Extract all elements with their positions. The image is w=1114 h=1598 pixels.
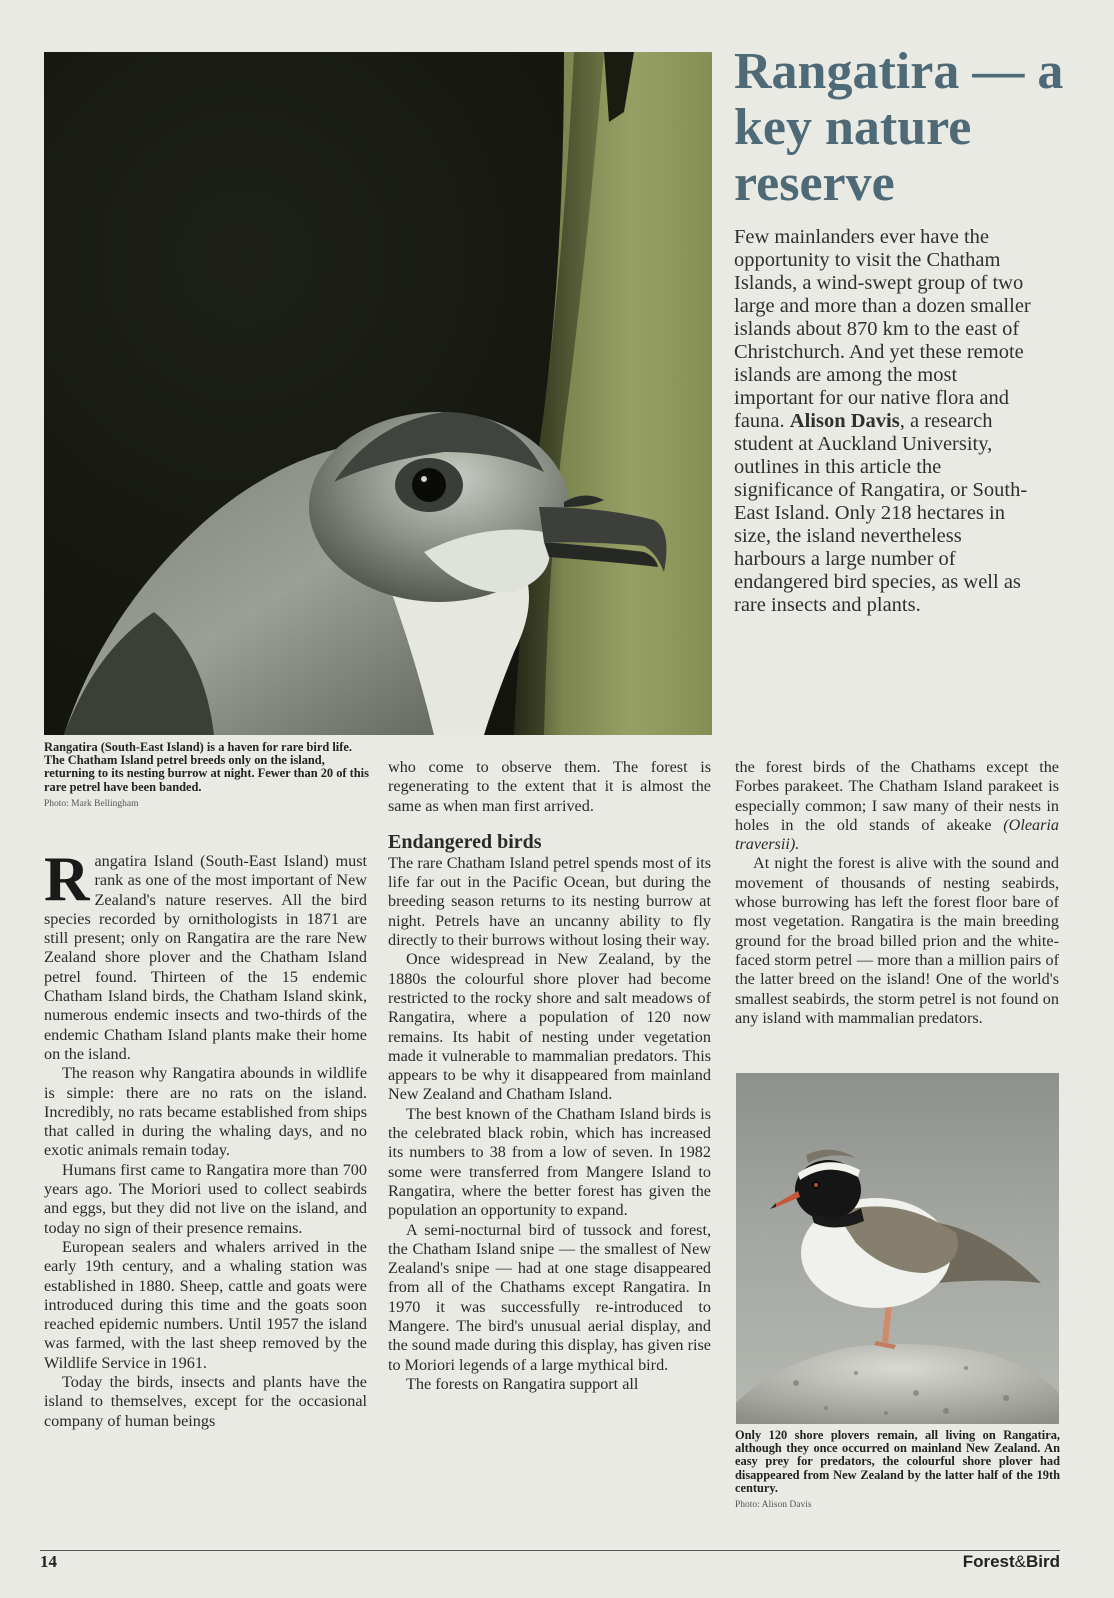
column-1: [44, 844, 367, 1431]
page-number: 14: [40, 1552, 57, 1571]
magazine-name-bird: Bird: [1026, 1552, 1060, 1571]
section-heading-endangered-birds: Endangered birds: [388, 830, 542, 853]
col2-paragraph-2: Once widespread in New Zealand, by the 1880s the colourful shore plover had become restricted to the rocky shore and salt meadows of Rangatira, where a population of 120 now remains. Its habit of nesting under vegetation made it vulnerable to mammalian predators. This appears to be why it disappeared from mainland New Zealand and Chatham Island.: [388, 950, 711, 1104]
magazine-name-amp: &: [1014, 1552, 1026, 1571]
col3-paragraph-0: [735, 758, 1059, 854]
species-name-italic: (Olearia traversii).: [735, 815, 1059, 854]
col1-p1-text: angatira Island (South-East Island) must rank as one of the most important of New Zealand's nature reserves. All the bird species recorded by ornithologists in 1871 are still present; only on Rangatira are the rare New Zealand shore plover and the Chatham Island petrel found. Thirteen of the 15 endemic Chatham Island birds, the Chatham Island skink, numerous endemic insects and two-thirds of the endemic Chatham Island plants make their home on the island.: [44, 852, 367, 1063]
col2-paragraph-3: The best known of the Chatham Island birds is the celebrated black robin, which has increased its numbers to 38 from a low of seven. In 1982 some were transferred from Mangere Island to Rangatira, where the better forest has given the population an opportunity to expand.: [388, 1104, 711, 1220]
petrel-caption-text: Rangatira (South-East Island) is a haven for rare bird life. The Chatham Island petrel breeds only on the island, returning to its nesting burrow at night. Fewer than 20 of this rare petrel have been banded.: [44, 740, 369, 794]
col2-paragraph-5: The forests on Rangatira support all: [406, 1374, 639, 1393]
col1-paragraph-5: Today the birds, insects and plants have the island to themselves, except for the occasional company of human beings: [44, 1373, 367, 1430]
article-intro: [734, 226, 1034, 617]
col1-paragraph-3: Humans first came to Rangatira more than 700 years ago. The Moriori used to collect seabirds and eggs, but they did not live on the island, and today no sign of their presence remains.: [44, 1160, 367, 1237]
shore-plover-illustration: [736, 1073, 1059, 1424]
col3-paragraph-1: At night the forest is alive with the sound and movement of thousands of nesting seabirds, whose burrowing has left the forest floor bare of most vegetation. Rangatira is the main breeding ground for the broad billed prion and the white-faced storm petrel — more than a million pairs of the latter breed on the island! One of the world's smallest seabirds, the storm petrel is not found on any island with mammalian predators.: [735, 854, 1059, 1027]
shore-plover-photo: [736, 1073, 1059, 1424]
col1-paragraph-1: [44, 844, 367, 1064]
col3-p0-text: the forest birds of the Chathams except the Forbes parakeet. The Chatham Island parakeet is especially common; I saw many of their nests in holes in the old stands of akeake: [735, 758, 1059, 834]
intro-rest: , a research student at Auckland University, outlines in this article the significance of Rangatira, or South-East Island. Only 218 hectares in size, the island nevertheless harbours a large number of endangered bird species, as well as rare insects and plants.: [734, 410, 1028, 616]
article-title: Rangatira — a key nature reserve: [734, 43, 1064, 212]
magazine-name-forest: Forest: [962, 1552, 1015, 1571]
col2-paragraph-1: The rare Chatham Island petrel spends most of its life far out in the Pacific Ocean, but during the breeding season returns to its nesting burrow at night. Petrels have an uncanny ability to fly directly to their burrows without losing their way.: [388, 853, 711, 950]
author-name: Alison Davis: [789, 410, 900, 432]
drop-cap: R: [44, 844, 90, 914]
column-2: [388, 758, 711, 1394]
magazine-name: [963, 1552, 1060, 1572]
petrel-photo-credit: Photo: Mark Bellingham: [44, 798, 139, 809]
petrel-illustration: [44, 52, 712, 735]
plover-photo-credit: Photo: Alison Davis: [735, 1500, 812, 1511]
col2-paragraph-4: A semi-nocturnal bird of tussock and forest, the Chatham Island snipe — the smallest of New Zealand's snipe — had at one stage disappeared from all of the Chathams except Rangatira. In 1970 it was successfully re-introduced to Mangere. The bird's unusual aerial display, and the sound made during this display, has given rise to Moriori legends of a large mythical bird.: [388, 1220, 711, 1374]
plover-caption: [735, 1429, 1060, 1512]
intro-text: Few mainlanders ever have the opportunity to visit the Chatham Islands, a wind-swept group of two large and more than a dozen smaller islands about 870 km to the east of Christchurch. And yet these remote islands are among the most important for our native flora and fauna.: [734, 226, 1031, 432]
footer-rule: [40, 1550, 1060, 1551]
petrel-caption: [44, 741, 369, 811]
petrel-photo: [44, 52, 712, 735]
col1-paragraph-4: European sealers and whalers arrived in the early 19th century, and a whaling station was established in 1880. Sheep, cattle and goats were introduced during this time and the goats soon reached epidemic numbers. Until 1957 the island was farmed, with the last sheep removed by the Wildlife Service in 1961.: [44, 1237, 367, 1372]
plover-caption-text: Only 120 shore plovers remain, all living on Rangatira, although they once occurred on mainland New Zealand. An easy prey for predators, the colourful shore plover had disappeared from New Zealand by the latter half of the 19th century.: [735, 1428, 1060, 1495]
col1-paragraph-2: The reason why Rangatira abounds in wildlife is simple: there are no rats on the island. Incredibly, no rats became established from ships that called in during the whaling days, and no exotic animals remain today.: [44, 1064, 367, 1160]
col2-paragraph-0: who come to observe them. The forest is regenerating to the extent that it is almost the same as when man first arrived.: [388, 758, 711, 815]
column-3: [735, 758, 1059, 1028]
